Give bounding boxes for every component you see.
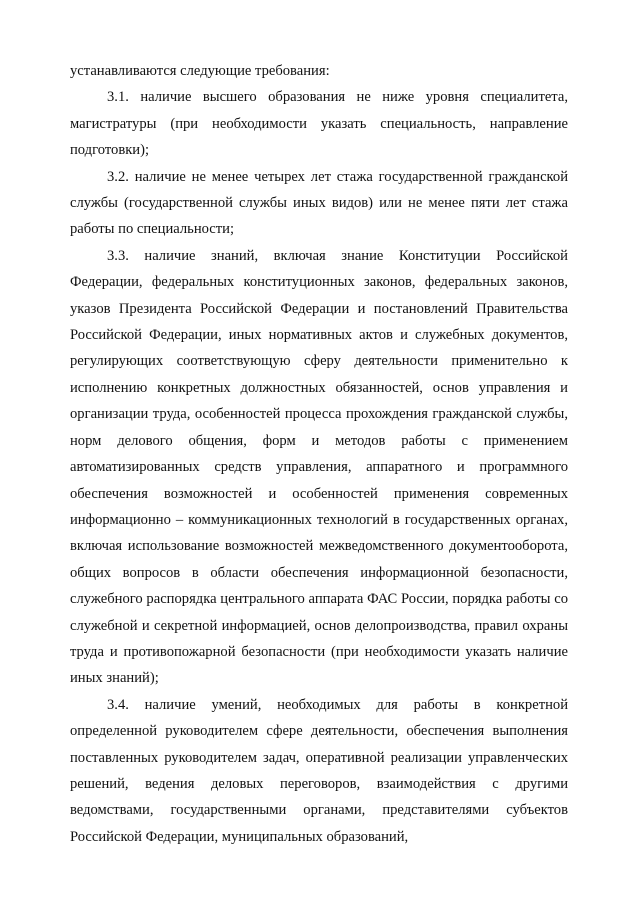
paragraph-3-2: 3.2. наличие не менее четырех лет стажа государственной гражданской службы (государственной службы иных видов) или не менее пяти лет стажа работы по специальности;	[70, 168, 568, 238]
document-page	[70, 58, 568, 850]
paragraph-3-1: 3.1. наличие высшего образования не ниже уровня специалитета, магистратуры (при необходимости указать специальность, направление подготовки);	[70, 89, 568, 159]
paragraph-3-4: 3.4. наличие умений, необходимых для работы в конкретной определенной руководителем сфере деятельности, обеспечения выполнения поставленных руководителем задач, оперативной реализации управленческих решений, ведения деловых переговоров, взаимодействия с другими ведомствами, государственными органами, представителями субъектов Российской Федерации, муниципальных образований,	[70, 696, 568, 845]
paragraph-intro: устанавливаются следующие требования:	[70, 63, 330, 79]
paragraph-3-3: 3.3. наличие знаний, включая знание Конституции Российской Федерации, федеральных конституционных законов, федеральных законов, указов Президента Российской Федерации и постановлений Правительства Российской Федерации, иных нормативных актов и служебных документов, регулирующих соответствующую сферу деятельности применительно к исполнению конкретных должностных обязанностей, основ управления и организации труда, особенностей процесса прохождения гражданской службы, норм делового общения, форм и методов работы с применением автоматизированных средств управления, аппаратного и программного обеспечения возможностей и особенностей применения современных информационно – коммуникационных технологий в государственных органах, включая использование возможностей межведомственного документооборота, общих вопросов в области обеспечения информационной безопасности, служебного распорядка центрального аппарата ФАС России, порядка работы со служебной и секретной информацией, основ делопроизводства, правил охраны труда и противопожарной безопасности (при необходимости указать наличие иных знаний);	[70, 247, 568, 687]
